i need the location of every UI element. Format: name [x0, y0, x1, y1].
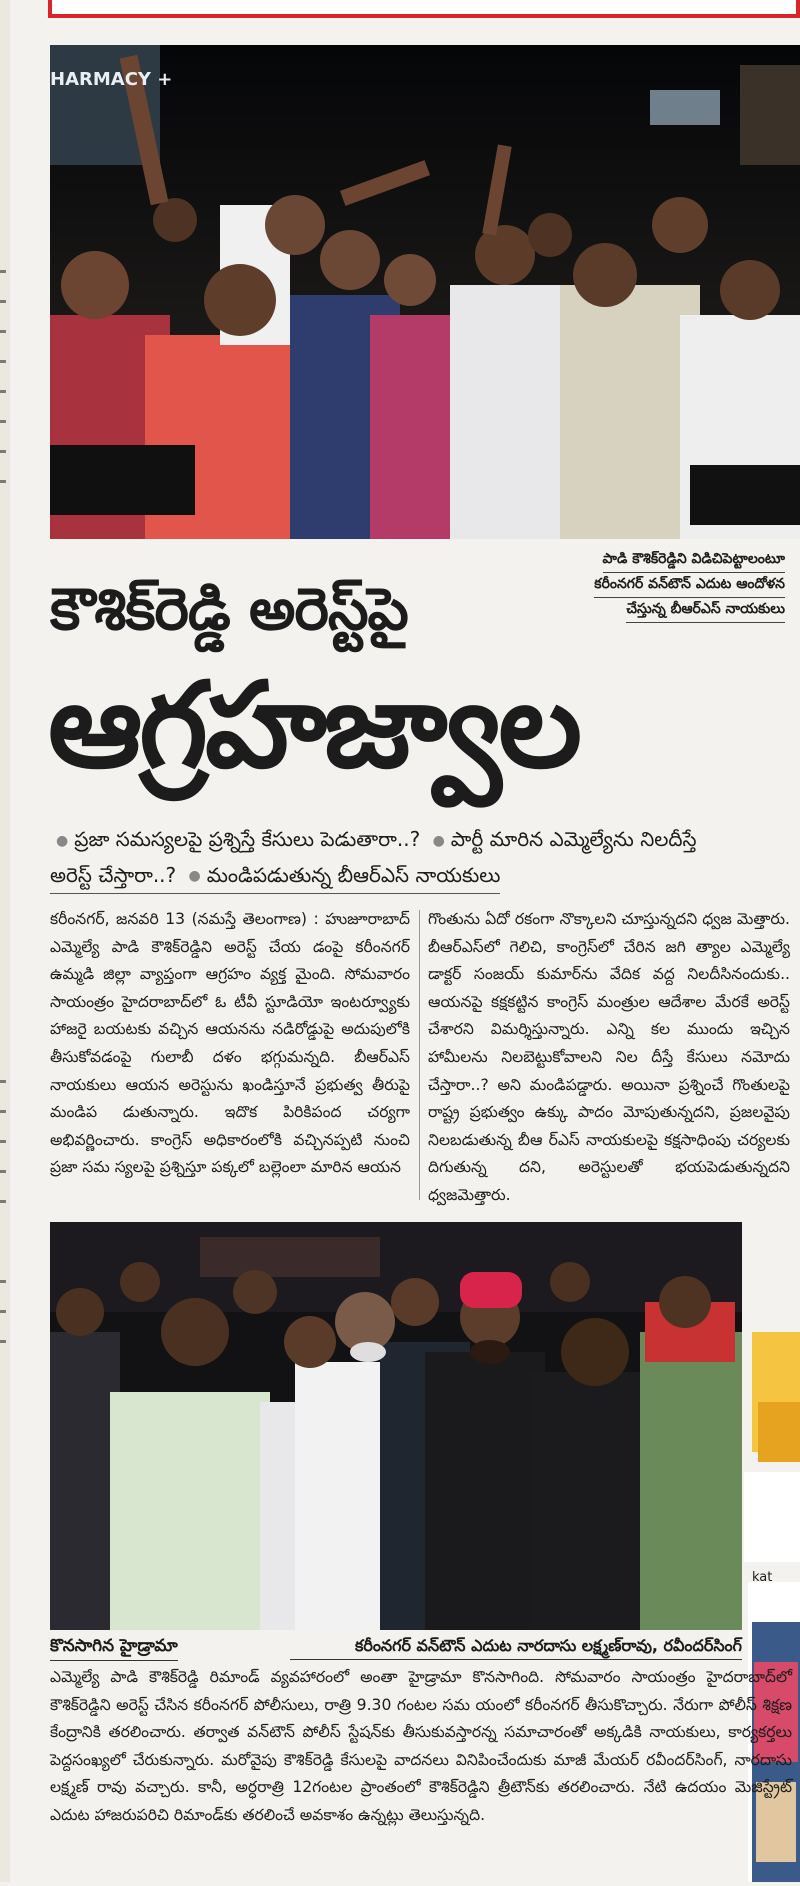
subdeck-point-2b: అరెస్ట్ చేస్తారా..? [50, 862, 177, 887]
article-column-1: కరీంనగర్, జనవరి 13 (నమస్తే తెలంగాణ) : హుజూరాబాద్ ఎమ్మెల్యే పాడి కౌశిక్‌రెడ్డిని అరెస్ట్ చేయ డంపై కరీంనగర్ ఉమ్మడి జిల్లా వ్యాప్తంగా ఆగ్రహం వ్యక్త మైంది. సోమవారం సాయంత్రం హైదరాబాద్‌లో ఓ టీవీ స్టూడియో ఇంటర్వ్యూకు హాజరై బయటకు వచ్చిన ఆయనను నడిరోడ్డుపై అదుపులోకి తీసుకోవడంపై గులాబీ దళం భగ్గుమన్నది. బీఆర్ఎస్ నాయకులు ఆయన అరెస్టును ఖండిస్తూనే ప్రభుత్వ తీరుపై మండిప డుతున్నారు. ఇదొక పిరికిపంద చర్యగా అభివర్ణించారు. కాంగ్రెస్ అధికారంలోకి వచ్చినప్పటి నుంచి ప్రజా సమ స్యలపై ప్రశ్నిస్తూ పక్కలో బల్లెంలా మారిన ఆయన [50, 910, 410, 1177]
subdeck-point-2a: పార్టీ మారిన ఎమ్మెల్యేను నిలదీస్తే [450, 827, 697, 851]
protest-photo [50, 45, 800, 539]
hydrama-article: ఎమ్మెల్యే పాడి కౌశిక్‌రెడ్డి రిమాండ్ వ్యవహారంలో అంతా హైడ్రామా కొనసాగింది. సోమవారం సాయంత్రం హైదరాబాద్‌లో కౌశిక్‌రెడ్డిని అరెస్ట్ చేసిన కరీంనగర్ పోలీసులు, రాత్రి 9.30 గంటల సమ యంలో కరీంనగర్ తీసుకొచ్చారు. నేరుగా పోలీస్ శిక్షణ కేంద్రానికి తరలించారు. తర్వాత వన్‌టౌన్ పోలీస్ స్టేషన్‌కు తీసుకువస్తారన్న సమాచారంతో అక్కడికి నాయకులు, కార్యకర్తలు పెద్దసంఖ్యలో చేరుకున్నారు. మరోవైపు కౌశిక్‌రెడ్డి కేసులపై వాదనలు వినిపించేందుకు మాజీ మేయర్ రవీందర్‌సింగ్, నారదాసు లక్ష్మణ్ రావు వచ్చారు. కానీ, అర్ధరాత్రి 12గంటల ప్రాంతంలో కౌశిక్‌రెడ్డిని త్రీటౌన్‌కు తరలించారు. నేటి ఉదయం మెజిస్ట్రేట్ ఎదుట హాజరుపరిచి రిమాండ్‌కు తరలించే అవకాశం ఉన్నట్లు తెలుస్తున్నది. [50, 1668, 792, 1824]
column-divider [419, 910, 420, 1200]
police-station-photo-illustration [50, 1222, 742, 1630]
subdeck-point-1: ప్రజా సమస్యలపై ప్రశ్నిస్తే కేసులు పెడుతారా..? [74, 827, 421, 851]
bullet-icon: ● [188, 868, 201, 884]
top-red-frame [48, 0, 800, 18]
photo2-caption: కరీంనగర్ వన్‌టౌన్ ఎదుట నారదాసు లక్ష్మణ్‌రావు, రవీందర్‌సింగ్ [290, 1636, 742, 1660]
photo1-caption-line1: పాడి కౌశిక్‌రెడ్డిని విడిచిపెట్టాలంటూ [603, 548, 785, 573]
bullet-icon: ● [56, 832, 69, 849]
police-station-photo [50, 1222, 742, 1630]
adjacent-column-strip [0, 0, 10, 1882]
headline-line1: కౌశిక్‌రెడ్డి అరెస్ట్‌పై [50, 575, 408, 643]
article-column-2: గొంతును ఏదో రకంగా నొక్కాలని చూస్తున్నదని ధ్వజ మెత్తారు. బీఆర్ఎస్‌లో గెలిచి, కాంగ్రెస్‌లో చేరిన జగి త్యాల ఎమ్మెల్యే డాక్టర్ సంజయ్ కుమార్‌ను వేదిక వద్ద నిలదీసినందుకు.. ఆయనపై కక్షకట్టిన కాంగ్రెస్ మంత్రుల ఆదేశాల మేరకే అరెస్ట్ చేశారని విమర్శిస్తున్నారు. ఎన్ని కల ముందు ఇచ్చిన హామీలను నిలబెట్టుకోవాలని నిల దీస్తే కేసులు నమోదు చేస్తారా..? అని మండిపడ్డారు. అయినా ప్రశ్నించే గొంతులపై రాష్ట్ర ప్రభుత్వం ఉక్కు పాదం మోపుతున్నదని, ప్రజలవైపు నిలబడుతున్న బీఆ ర్ఎస్ నాయకులపై కక్షసాధింపు చర్యలకు దిగుతున్న దని, అరెస్టులతో భయపెడుతున్నదని ధ్వజమెత్తారు. [428, 910, 790, 1204]
headline-line2: ఆగ్రహజ్వాల [48, 656, 579, 794]
photo1-caption [485, 548, 785, 623]
pharmacy-sign: HARMACY + [50, 69, 173, 90]
advert-strip-text: kat [752, 1570, 773, 1585]
subheadline-deck [50, 822, 790, 894]
subdeck-point-3: మండిపడుతున్న బీఆర్ఎస్ నాయకులు [206, 862, 501, 887]
photo2-caption-title: కొనసాగిన హైడ్రామా [50, 1636, 178, 1661]
bullet-icon: ● [432, 832, 445, 849]
photo1-caption-line2: కరీంనగర్ వన్‌టౌన్ ఎదుట ఆందోళన [594, 573, 785, 598]
protest-photo-illustration [50, 45, 800, 539]
photo1-caption-line3: చేస్తున్న బీఆర్ఎస్ నాయకులు [626, 598, 785, 623]
